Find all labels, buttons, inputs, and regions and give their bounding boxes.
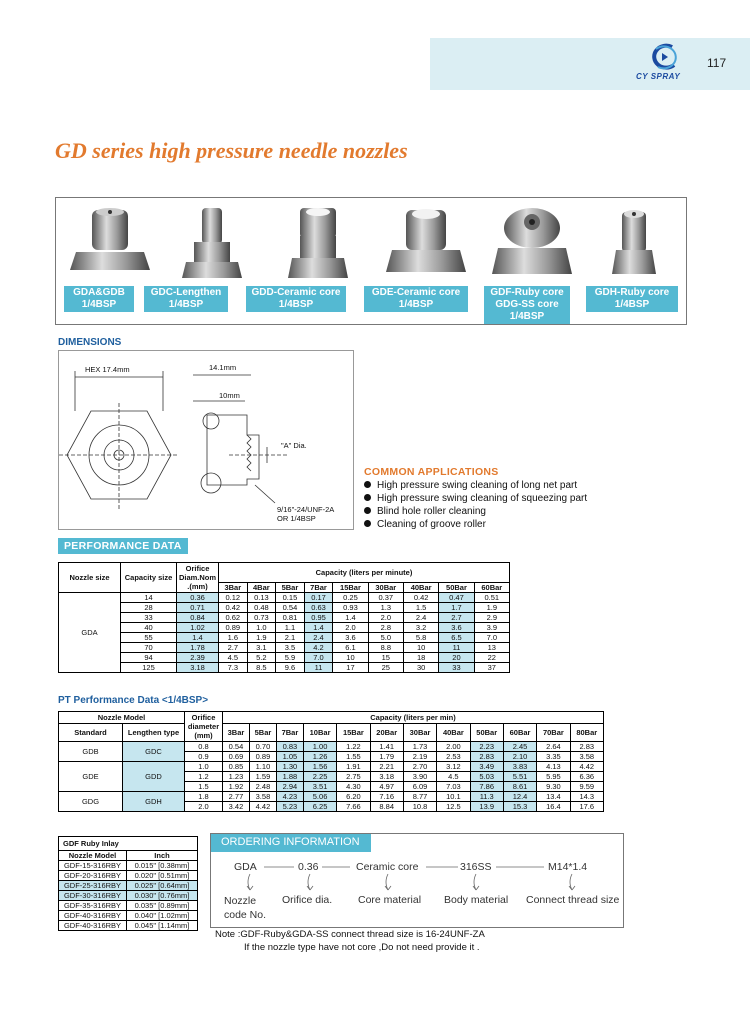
table-cell: 5.03 [470,772,503,782]
table-cell: 28 [121,603,177,613]
table-cell: 0.85 [223,762,250,772]
col-header: Lengthen type [123,724,185,742]
bar-header: 40Bar [437,724,470,742]
col-header: Inch [127,851,198,861]
table-cell: 0.8 [185,742,223,752]
performance-table [58,562,510,673]
bar-header: 7Bar [276,724,303,742]
order-label: Connect thread size [526,894,620,906]
order-code: M14*1.4 [548,861,588,873]
table-cell: 9.59 [570,782,603,792]
nozzle-gdf-image [484,204,580,284]
table-cell: 14.3 [570,792,603,802]
product-label-gde: GDE-Ceramic core 1/4BSP [364,286,468,312]
table-cell: 4.5 [219,653,248,663]
table-cell: 2.45 [503,742,536,752]
page-number: 117 [707,56,727,70]
nozzle-gdd-image [270,204,366,284]
table-cell: 3.5 [276,643,305,653]
table-cell: 2.8 [368,623,403,633]
nozzle-gdc-image [164,204,260,284]
table-cell: 1.41 [370,742,403,752]
cy-spray-logo-icon [648,43,682,71]
table-cell: 17.6 [570,802,603,812]
table-cell: 70 [121,643,177,653]
table-cell: 2.9 [474,613,509,623]
table-cell: 2.48 [249,782,276,792]
table-cell: 0.15 [276,593,305,603]
table-cell: 1.4 [333,613,368,623]
table-cell: 0.89 [249,752,276,762]
table-cell: 1.3 [368,603,403,613]
bar-header: 15Bar [337,724,370,742]
table-cell: 0.62 [219,613,248,623]
table-cell: 2.53 [437,752,470,762]
table-cell: 1.59 [249,772,276,782]
table-row [59,623,510,633]
table-cell: 14 [121,593,177,603]
table-cell: 18 [403,653,438,663]
table-cell: 4.23 [276,792,303,802]
table-cell: 0.73 [247,613,276,623]
length-label-10: 10mm [219,391,240,400]
table-cell: 7.3 [219,663,248,673]
table-cell: 2.83 [470,752,503,762]
table-cell: 4.42 [249,802,276,812]
table-cell: 1.79 [370,752,403,762]
table-cell: 5.2 [247,653,276,663]
table-cell: GDF-35-316RBY [59,901,127,911]
table-cell: 2.4 [304,633,333,643]
bar-header: 40Bar [403,583,438,593]
bar-header: 5Bar [276,583,305,593]
table-cell: 3.2 [403,623,438,633]
table-cell: 3.35 [537,752,570,762]
table-cell: 2.4 [403,613,438,623]
application-item: High pressure swing cleaning of squeezing part [364,493,587,504]
application-item: High pressure swing cleaning of long net part [364,480,577,491]
table-cell: 6.20 [337,792,370,802]
ordering-note: Note :GDF-Ruby&GDA-SS connect thread size is 16-24UNF-ZA [215,929,485,940]
table-row [59,921,198,931]
table-cell: 0.54 [276,603,305,613]
table-cell: 12.5 [437,802,470,812]
table-cell: 3.51 [303,782,336,792]
order-code: GDA [234,861,257,873]
table-cell: 2.70 [403,762,436,772]
table-cell: 2.64 [537,742,570,752]
table-cell: 3.18 [177,663,219,673]
table-cell: 11 [304,663,333,673]
table-row [59,742,604,752]
order-code: 316SS [460,861,492,873]
lengthen-cell: GDH [123,792,185,812]
table-cell: 25 [368,663,403,673]
table-cell: 4.13 [537,762,570,772]
table-cell: 2.77 [223,792,250,802]
table-cell: 10 [403,643,438,653]
bar-header: 60Bar [503,724,536,742]
product-label-gdd: GDD-Ceramic core 1/4BSP [246,286,346,312]
col-header: Nozzle Model [59,851,127,861]
bar-header: 10Bar [303,724,336,742]
table-cell: 10.1 [437,792,470,802]
table-cell: 0.81 [276,613,305,623]
ordering-note: If the nozzle type have not core ,Do not need provide it . [244,942,480,953]
table-cell: 0.035" [0.89mm] [127,901,198,911]
table-cell: 1.05 [276,752,303,762]
bar-header: 15Bar [333,583,368,593]
table-cell: 30 [403,663,438,673]
nozzle-size-cell: GDA [59,593,121,673]
table-cell: GDF-40-316RBY [59,921,127,931]
table-cell: 2.0 [368,613,403,623]
table-cell: 2.19 [403,752,436,762]
table-row [59,901,198,911]
table-cell: 5.06 [303,792,336,802]
bar-header: 50Bar [439,583,474,593]
table-cell: 3.9 [474,623,509,633]
table-cell: GDF-25-316RBY [59,881,127,891]
table-row [59,603,510,613]
table-row [59,891,198,901]
col-header: Capacity (liters per minute) [219,563,510,583]
table-cell: 3.6 [333,633,368,643]
table-cell: 0.84 [177,613,219,623]
table-row [59,871,198,881]
table-cell: 1.1 [276,623,305,633]
bar-header: 4Bar [247,583,276,593]
table-cell: 6.09 [403,782,436,792]
table-cell: 9.30 [537,782,570,792]
bar-header: 30Bar [368,583,403,593]
table-cell: 1.7 [439,603,474,613]
table-cell: 11 [439,643,474,653]
table-cell: 13.9 [470,802,503,812]
table-cell: 3.12 [437,762,470,772]
table-cell: 6.36 [570,772,603,782]
product-label-gda: GDA&GDB 1/4BSP [64,286,134,312]
order-label: Nozzle code No. [224,895,267,921]
table-cell: 10.8 [403,802,436,812]
table-cell: 13.4 [537,792,570,802]
table-row [59,593,510,603]
table-cell: 0.25 [333,593,368,603]
table-cell: 3.1 [247,643,276,653]
dimensions-title: DIMENSIONS [58,337,122,348]
table-cell: 2.10 [503,752,536,762]
table-cell: 10 [333,653,368,663]
table-cell: 0.93 [333,603,368,613]
table-cell: 6.5 [439,633,474,643]
table-cell: 4.42 [570,762,603,772]
col-header: Nozzle Model [59,712,185,724]
table-cell: 3.49 [470,762,503,772]
table-row [59,911,198,921]
table-cell: 0.42 [403,593,438,603]
table-cell: 37 [474,663,509,673]
table-cell: 2.39 [177,653,219,663]
table-cell: 1.4 [177,633,219,643]
performance-title: PERFORMANCE DATA [58,538,188,554]
col-header: Capacity (liters per min) [223,712,604,724]
table-cell: GDF-15-316RBY [59,861,127,871]
table-cell: GDF-20-316RBY [59,871,127,881]
table-row [59,663,510,673]
table-cell: 8.61 [503,782,536,792]
standard-cell: GDG [59,792,123,812]
table-cell: 1.2 [185,772,223,782]
lengthen-cell: GDC [123,742,185,762]
table-cell: 1.8 [185,792,223,802]
col-header: Nozzle size [59,563,121,593]
table-cell: 11.3 [470,792,503,802]
table-cell: 0.89 [219,623,248,633]
table-cell: 9.6 [276,663,305,673]
table-cell: 0.70 [249,742,276,752]
table-cell: 2.7 [439,613,474,623]
table-cell: 1.26 [303,752,336,762]
table-cell: 1.78 [177,643,219,653]
table-cell: 0.63 [304,603,333,613]
bar-header: 20Bar [370,724,403,742]
table-cell: 1.6 [219,633,248,643]
col-header: Orifice diameter (mm) [185,712,223,742]
table-cell: 2.23 [470,742,503,752]
ordering-title: ORDERING INFORMATION [211,834,371,852]
table-cell: 4.30 [337,782,370,792]
table-cell: 3.6 [439,623,474,633]
table-row [59,792,604,802]
table-cell: 1.55 [337,752,370,762]
nozzle-gde-image [378,204,474,284]
table-cell: 1.56 [303,762,336,772]
table-cell: 33 [439,663,474,673]
application-item: Cleaning of groove roller [364,519,486,530]
brand-name: CY SPRAY [636,72,681,81]
table-cell: 5.51 [503,772,536,782]
table-cell: 0.47 [439,593,474,603]
col-header: Capacity size [121,563,177,593]
table-cell: GDF-30-316RBY [59,891,127,901]
table-cell: 5.23 [276,802,303,812]
table-cell: 7.66 [337,802,370,812]
a-dia-label: "A" Dia. [281,441,307,450]
pt-performance-title: PT Performance Data <1/4BSP> [58,695,209,706]
table-cell: 6.1 [333,643,368,653]
table-cell: 0.040" [1.02mm] [127,911,198,921]
dimensions-drawing [58,350,354,530]
table-cell: 1.88 [276,772,303,782]
nozzle-gdh-image [586,204,682,284]
bar-header: 50Bar [470,724,503,742]
lengthen-cell: GDD [123,762,185,792]
table-cell: 0.37 [368,593,403,603]
table-cell: GDF-40-316RBY [59,911,127,921]
table-cell: 2.7 [219,643,248,653]
table-cell: 4.97 [370,782,403,792]
bar-header: 70Bar [537,724,570,742]
table-cell: 0.83 [276,742,303,752]
table-cell: 1.02 [177,623,219,633]
table-cell: 0.17 [304,593,333,603]
table-cell: 0.015" [0.38mm] [127,861,198,871]
application-item: Blind hole roller cleaning [364,506,486,517]
table-cell: 40 [121,623,177,633]
table-cell: 1.10 [249,762,276,772]
order-label: Body material [444,894,509,906]
table-cell: 7.03 [437,782,470,792]
table-cell: 5.8 [403,633,438,643]
pt-performance-table [58,711,604,812]
ruby-title: GDF Ruby Inlay [59,837,198,851]
table-cell: 55 [121,633,177,643]
bar-header: 3Bar [219,583,248,593]
order-code: 0.36 [298,861,319,873]
bar-header: 30Bar [403,724,436,742]
table-cell: 7.0 [304,653,333,663]
table-cell: 0.9 [185,752,223,762]
table-row [59,653,510,663]
table-cell: 0.71 [177,603,219,613]
bar-header: 5Bar [249,724,276,742]
table-cell: 15.3 [503,802,536,812]
table-cell: 1.30 [276,762,303,772]
product-label-gdc: GDC-Lengthen 1/4BSP [144,286,228,312]
standard-cell: GDE [59,762,123,792]
table-cell: 16.4 [537,802,570,812]
table-cell: 8.5 [247,663,276,673]
table-cell: 0.020" [0.51mm] [127,871,198,881]
table-cell: 33 [121,613,177,623]
table-row [59,643,510,653]
hex-label: HEX 17.4mm [85,365,130,374]
table-cell: 0.12 [219,593,248,603]
table-cell: 1.5 [185,782,223,792]
bar-header: 7Bar [304,583,333,593]
table-cell: 94 [121,653,177,663]
table-cell: 12.4 [503,792,536,802]
table-cell: 0.48 [247,603,276,613]
table-cell: 3.90 [403,772,436,782]
table-cell: 0.045" [1.14mm] [127,921,198,931]
table-cell: 2.83 [570,742,603,752]
product-label-gdh: GDH-Ruby core 1/4BSP [586,286,678,312]
table-cell: 0.95 [304,613,333,623]
table-cell: 5.9 [276,653,305,663]
table-cell: 2.94 [276,782,303,792]
table-cell: 0.030" [0.76mm] [127,891,198,901]
table-cell: 8.84 [370,802,403,812]
table-cell: 1.73 [403,742,436,752]
product-gallery [55,197,687,325]
page-title: GD series high pressure needle nozzles [55,138,408,163]
table-row [59,861,198,871]
table-cell: 15 [368,653,403,663]
table-cell: 3.18 [370,772,403,782]
bar-header: 80Bar [570,724,603,742]
table-cell: 17 [333,663,368,673]
table-cell: 1.5 [403,603,438,613]
table-cell: 1.91 [337,762,370,772]
table-cell: 0.42 [219,603,248,613]
table-cell: 2.21 [370,762,403,772]
table-cell: 0.025" [0.64mm] [127,881,198,891]
table-cell: 2.75 [337,772,370,782]
table-cell: 1.23 [223,772,250,782]
table-cell: 13 [474,643,509,653]
table-cell: 2.0 [185,802,223,812]
table-cell: 1.92 [223,782,250,792]
nozzle-gda-image [62,204,158,284]
order-label: Orifice dia. [282,894,333,906]
table-cell: 2.00 [437,742,470,752]
table-row [59,613,510,623]
col-header: Standard [59,724,123,742]
table-cell: 6.25 [303,802,336,812]
table-cell: 20 [439,653,474,663]
length-label-14: 14.1mm [209,363,237,372]
table-cell: 0.54 [223,742,250,752]
bar-header: 60Bar [474,583,509,593]
table-cell: 1.9 [247,633,276,643]
order-code: Ceramic core [356,861,419,873]
table-cell: 0.13 [247,593,276,603]
bar-header: 3Bar [223,724,250,742]
table-cell: 0.36 [177,593,219,603]
table-cell: 1.00 [303,742,336,752]
table-cell: 2.1 [276,633,305,643]
table-cell: 3.42 [223,802,250,812]
table-cell: 7.0 [474,633,509,643]
table-cell: 5.95 [537,772,570,782]
table-cell: 2.0 [333,623,368,633]
ruby-inlay-table [58,836,198,931]
table-cell: 8.77 [403,792,436,802]
table-cell: 3.58 [570,752,603,762]
order-label: Core material [358,894,422,906]
table-cell: 3.58 [249,792,276,802]
table-cell: 4.2 [304,643,333,653]
table-cell: 1.4 [304,623,333,633]
table-cell: 3.83 [503,762,536,772]
standard-cell: GDB [59,742,123,762]
table-row [59,633,510,643]
table-cell: 0.51 [474,593,509,603]
table-cell: 4.5 [437,772,470,782]
product-label-gdf: GDF-Ruby core GDG-SS core 1/4BSP [484,286,570,324]
col-header: Orifice Diam.Nom .(mm) [177,563,219,593]
table-cell: 8.8 [368,643,403,653]
table-cell: 125 [121,663,177,673]
table-cell: 5.0 [368,633,403,643]
table-row [59,881,198,891]
table-cell: 1.9 [474,603,509,613]
table-cell: 1.0 [185,762,223,772]
thread-label: 9/16"-24/UNF-2A OR 1/4BSP [277,505,335,523]
table-row [59,762,604,772]
table-cell: 1.22 [337,742,370,752]
table-cell: 1.0 [247,623,276,633]
applications-title: COMMON APPLICATIONS [364,466,499,478]
header-band [430,38,750,90]
table-cell: 0.69 [223,752,250,762]
table-cell: 7.16 [370,792,403,802]
table-cell: 22 [474,653,509,663]
table-cell: 2.25 [303,772,336,782]
table-cell: 7.86 [470,782,503,792]
